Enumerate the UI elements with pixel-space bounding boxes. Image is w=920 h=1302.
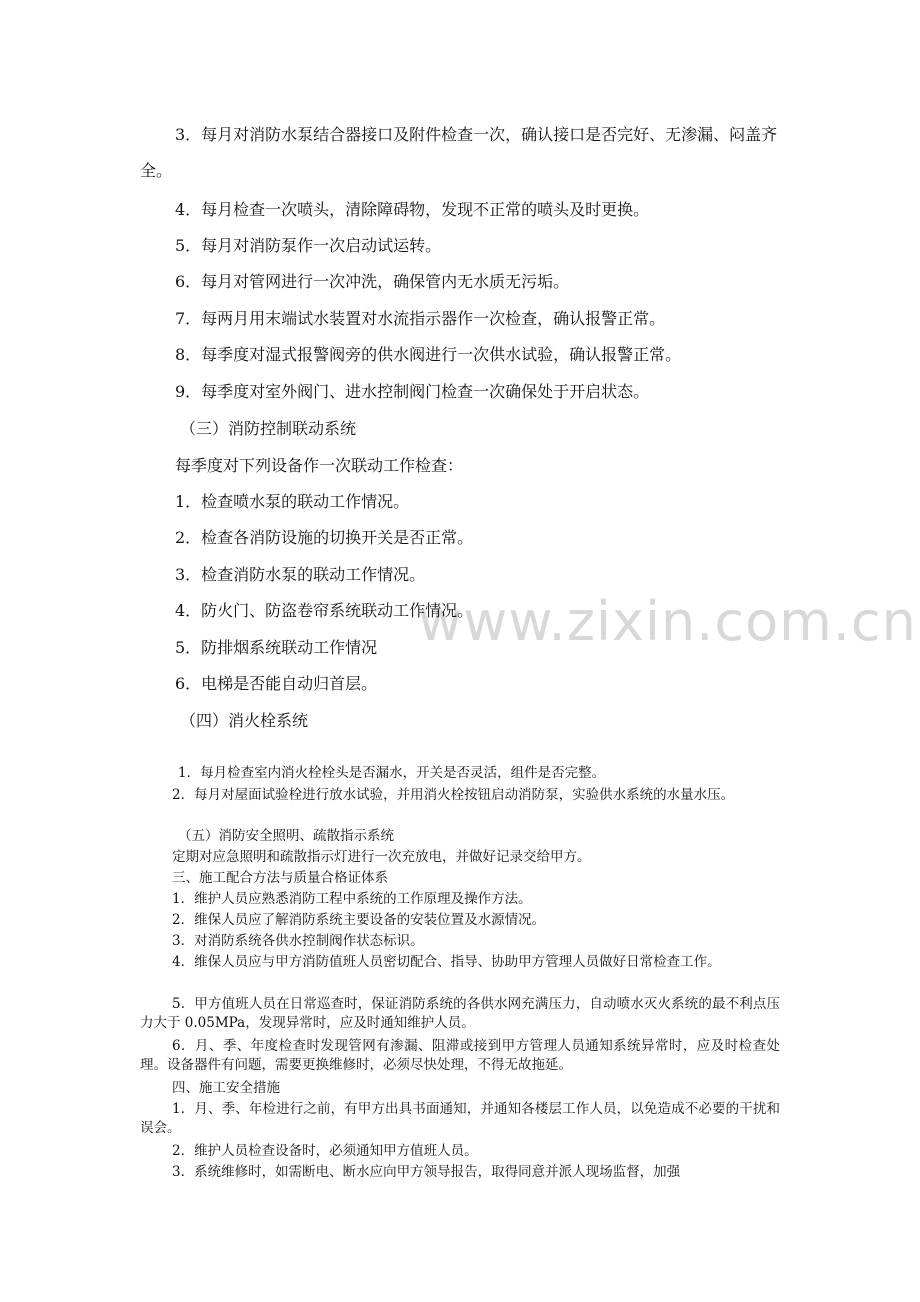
- paragraph-item-7: 7．每两月用末端试水装置对水流指示器作一次检查，确认报警正常。: [175, 309, 666, 328]
- chapter-heading-3: 三、施工配合方法与质量合格证体系: [172, 870, 388, 886]
- linkage-item-4: 4．防火门、防盗卷帘系统联动工作情况。: [175, 601, 474, 620]
- linkage-item-1: 1．检查喷水泵的联动工作情况。: [175, 492, 410, 511]
- linkage-item-6: 6．电梯是否能自动归首层。: [175, 674, 378, 693]
- safety-item-2: 2．维护人员检查设备时，必须通知甲方值班人员。: [172, 1143, 478, 1159]
- cooperation-item-2: 2．维保人员应了解消防系统主要设备的安装位置及水源情况。: [172, 912, 546, 928]
- safety-item-1: 1．月、季、年检进行之前，有甲方出具书面通知，并通知各楼层工作人员，以免造成不必要的干扰和误会。: [140, 1101, 780, 1136]
- paragraph-item-9: 9．每季度对室外阀门、进水控制阀门检查一次确保处于开启状态。: [175, 382, 650, 401]
- watermark: www.zixin.com.cn: [418, 590, 917, 653]
- safety-item-3: 3．系统维修时，如需断电、断水应向甲方领导报告，取得同意并派人现场监督，加强: [172, 1164, 681, 1180]
- paragraph-intro: 每季度对下列设备作一次联动工作检查：: [175, 456, 464, 475]
- hydrant-item-2: 2．每月对屋面试验栓进行放水试验，并用消火栓按钮启动消防泵，实验供水系统的水量水压。: [172, 787, 735, 803]
- paragraph-item-8: 8．每季度对湿式报警阀旁的供水阀进行一次供水试验，确认报警正常。: [175, 345, 682, 364]
- lighting-paragraph: 定期对应急照明和疏散指示灯进行一次充放电，并做好记录交给甲方。: [172, 849, 591, 865]
- cooperation-item-6: 6．月、季、年度检查时发现管网有渗漏、阻滞或接到甲方管理人员通知系统异常时，应及时检查处理。设备器件有问题，需要更换维修时，必须尽快处理，不得无故拖延。: [140, 1038, 780, 1073]
- section-heading-4: （四）消火栓系统: [180, 711, 309, 730]
- hydrant-item-1: 1．每月检查室内消火栓栓头是否漏水，开关是否灵活，组件是否完整。: [178, 765, 606, 781]
- linkage-item-3: 3．检查消防水泵的联动工作情况。: [175, 565, 426, 584]
- cooperation-item-3: 3．对消防系统各供水控制阀作状态标识。: [172, 933, 424, 949]
- chapter-heading-4: 四、施工安全措施: [172, 1080, 280, 1096]
- paragraph-item-4: 4．每月检查一次喷头，清除障碍物，发现不正常的喷头及时更换。: [175, 200, 650, 219]
- cooperation-item-4: 4．维保人员应与甲方消防值班人员密切配合、指导、协助甲方管理人员做好日常检查工作。: [172, 954, 721, 970]
- paragraph-item-5: 5．每月对消防泵作一次启动试运转。: [175, 236, 442, 255]
- linkage-item-2: 2．检查各消防设施的切换开关是否正常。: [175, 528, 474, 547]
- cooperation-item-1: 1．维护人员应熟悉消防工程中系统的工作原理及操作方法。: [172, 891, 532, 907]
- paragraph-item-3: 3．每月对消防水泵结合器接口及附件检查一次，确认接口是否完好、无渗漏、闷盖齐全。: [140, 125, 778, 180]
- section-heading-5: （五）消防安全照明、疏散指示系统: [178, 828, 394, 844]
- paragraph-item-6: 6．每月对管网进行一次冲洗，确保管内无水质无污垢。: [175, 272, 570, 291]
- linkage-item-5: 5．防排烟系统联动工作情况: [175, 638, 378, 657]
- cooperation-item-5: 5．甲方值班人员在日常巡查时，保证消防系统的各供水网充满压力，自动喷水灭火系统的最不利点压力大于 0.05MPa，发现异常时，应及时通知维护人员。: [140, 996, 780, 1031]
- section-heading-3: （三）消防控制联动系统: [180, 419, 357, 438]
